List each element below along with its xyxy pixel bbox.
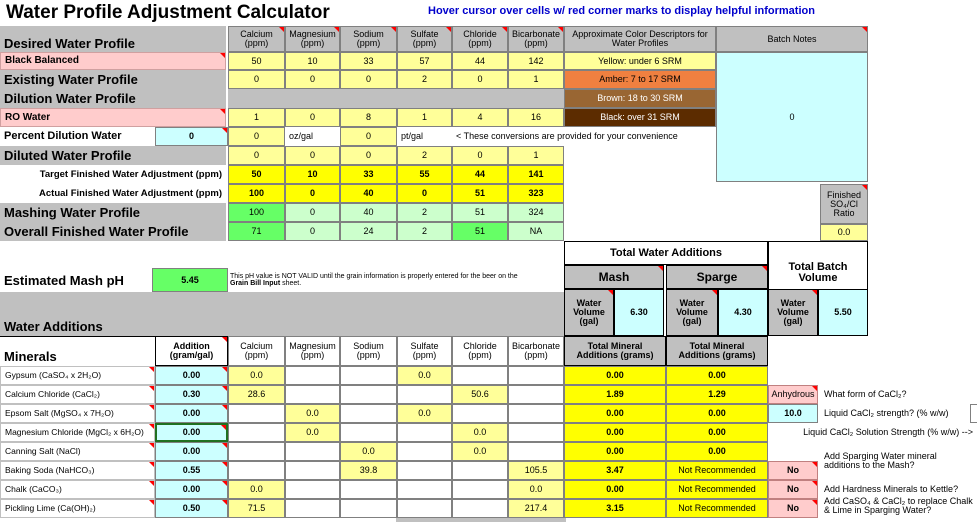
mineral-sparge-total-4: 0.00: [666, 442, 768, 461]
mash-total-mineral-header-line: Additions (grams): [576, 350, 654, 360]
existing-value-1[interactable]: 0: [285, 70, 340, 89]
addition-header-line: Addition: [173, 341, 210, 351]
target-adjust-2: 33: [340, 165, 397, 184]
so4-cl-ratio-label: [820, 184, 868, 224]
desired-value-3: 57: [397, 52, 452, 70]
ion-header-3: [397, 26, 452, 52]
bottom-strip: [396, 518, 566, 522]
mineral-0-ion-0: 0.0: [228, 366, 285, 385]
ozgal-value: 0: [228, 127, 285, 146]
replace-chalk-question-line: & Lime in Sparging Water?: [824, 505, 932, 515]
sparge-to-mash-select[interactable]: No: [768, 461, 818, 480]
existing-value-4[interactable]: 0: [452, 70, 508, 89]
mineral-ion-header-1-line: Magnesium: [289, 341, 336, 351]
replace-chalk-select[interactable]: No: [768, 499, 818, 518]
mineral-ion-header-3-line: Sulfate: [410, 341, 439, 351]
mineral-name-2: Epsom Salt (MgSO₄ x 7H₂O): [0, 404, 155, 423]
overall-value-0: 71: [228, 222, 285, 241]
addition-header-line: (gram/gal): [169, 350, 214, 360]
mineral-7-ion-2: [340, 499, 397, 518]
diluted-value-3: 2: [397, 146, 452, 165]
mineral-0-ion-3: 0.0: [397, 366, 452, 385]
ion-header-0: [228, 26, 285, 52]
existing-value-3[interactable]: 2: [397, 70, 452, 89]
actual-adjust-label: Actual Finished Water Adjustment (ppm): [39, 187, 222, 199]
ion-header-3-line: (ppm): [412, 38, 437, 48]
sparge-header: Sparge: [666, 265, 768, 289]
mineral-addition-0[interactable]: 0.00: [155, 366, 228, 385]
mineral-ion-header-1: [285, 336, 340, 366]
hover-note: Hover cursor over cells w/ red corner marks to display helpful information: [428, 4, 815, 17]
mineral-name-1: Calcium Chloride (CaCl₂): [0, 385, 155, 404]
mineral-ion-header-3-line: (ppm): [412, 350, 437, 360]
dilution-value-0: 1: [228, 108, 285, 127]
existing-value-5[interactable]: 1: [508, 70, 564, 89]
diluted-profile-label: Diluted Water Profile: [0, 146, 226, 165]
mineral-1-ion-3: [397, 385, 452, 404]
mineral-mash-total-5: 3.47: [564, 461, 666, 480]
ion-header-2: [340, 26, 397, 52]
mineral-name-4: Canning Salt (NaCl): [0, 442, 155, 461]
mineral-ion-header-1-line: (ppm): [300, 350, 325, 360]
water-additions-label: Water Additions: [0, 292, 564, 336]
mineral-6-ion-4: [452, 480, 508, 499]
dilution-value-2: 8: [340, 108, 397, 127]
mineral-0-ion-5: [508, 366, 564, 385]
mineral-0-ion-2: [340, 366, 397, 385]
ion-header-5-line: Bicarbonate: [511, 29, 561, 39]
grain-bill-link[interactable]: Grain Bill Input: [230, 280, 281, 287]
mineral-sparge-total-6: Not Recommended: [666, 480, 768, 499]
color-descriptor-1: Amber: 7 to 17 SRM: [564, 70, 716, 89]
total-batch-volume-label-line: Total Batch: [788, 261, 848, 273]
mash-total-mineral-header-line: Total Mineral: [587, 341, 643, 351]
batch-water-volume-label-line: (gal): [783, 316, 803, 326]
mash-water-volume-label-line: Water: [576, 298, 602, 308]
mineral-0-ion-4: [452, 366, 508, 385]
sparge-water-volume-label-line: Water: [679, 298, 705, 308]
mashing-value-5: 324: [508, 203, 564, 222]
mashing-profile-label: Mashing Water Profile: [0, 203, 226, 222]
mineral-6-ion-2: [340, 480, 397, 499]
mineral-addition-7[interactable]: 0.50: [155, 499, 228, 518]
mineral-ion-header-4-line: (ppm): [468, 350, 492, 360]
so4-cl-ratio-label-line: SO₄/Cl: [830, 198, 858, 209]
mineral-7-ion-1: [285, 499, 340, 518]
mineral-7-ion-0: 71.5: [228, 499, 285, 518]
ion-header-1: [285, 26, 340, 52]
dilution-profile-name[interactable]: RO Water: [0, 108, 226, 127]
cacl2-strength-edge: [970, 404, 977, 423]
color-descriptor-header-line: Water Profiles: [611, 38, 669, 48]
mineral-ion-header-0: [228, 336, 285, 366]
overall-value-1: 0: [285, 222, 340, 241]
mineral-sparge-total-2: 0.00: [666, 404, 768, 423]
target-adjust-4: 44: [452, 165, 508, 184]
cacl2-form-select[interactable]: Anhydrous: [768, 385, 818, 404]
actual-adjust-3: 0: [397, 184, 452, 203]
mineral-ion-header-4-line: Chloride: [463, 341, 497, 351]
ion-header-4-line: Chloride: [463, 29, 497, 39]
mineral-ion-header-4: [452, 336, 508, 366]
mash-ph-label: Estimated Mash pH: [4, 272, 124, 288]
mineral-3-ion-4: 0.0: [452, 423, 508, 442]
mineral-addition-6[interactable]: 0.00: [155, 480, 228, 499]
mashing-value-4: 51: [452, 203, 508, 222]
diluted-value-5: 1: [508, 146, 564, 165]
target-adjust-1: 10: [285, 165, 340, 184]
so4-cl-ratio-value: 0.0: [820, 224, 868, 241]
existing-value-0[interactable]: 0: [228, 70, 285, 89]
mineral-4-ion-2: 0.0: [340, 442, 397, 461]
color-descriptor-header-line: Approximate Color Descriptors for: [572, 29, 708, 39]
mash-water-volume-label-line: Volume: [573, 307, 605, 317]
mineral-addition-2[interactable]: 0.00: [155, 404, 228, 423]
mineral-mash-total-3: 0.00: [564, 423, 666, 442]
mineral-addition-4[interactable]: 0.00: [155, 442, 228, 461]
mineral-ion-header-5: [508, 336, 564, 366]
ion-header-3-line: Sulfate: [410, 29, 439, 39]
ion-header-2-line: (ppm): [356, 38, 381, 48]
mineral-6-ion-0: 0.0: [228, 480, 285, 499]
existing-value-2[interactable]: 0: [340, 70, 397, 89]
mineral-name-5: Baking Soda (NaHCO₃): [0, 461, 155, 480]
mineral-7-ion-4: [452, 499, 508, 518]
mineral-ion-header-0-line: (ppm): [244, 350, 269, 360]
sparge-water-volume-label-line: Volume: [676, 307, 708, 317]
mineral-sparge-total-0: 0.00: [666, 366, 768, 385]
mineral-2-ion-2: [340, 404, 397, 423]
batch-water-volume-label: [768, 289, 818, 336]
color-descriptor-0: Yellow: under 6 SRM: [564, 52, 716, 70]
addition-header: [155, 336, 228, 366]
mineral-7-ion-3: [397, 499, 452, 518]
mineral-1-ion-5: [508, 385, 564, 404]
ptgal-value: 0: [340, 127, 397, 146]
mash-water-volume-label: [564, 289, 614, 336]
ion-header-0-line: Calcium: [240, 29, 273, 39]
mash-water-volume[interactable]: 6.30: [614, 289, 664, 336]
mineral-2-ion-4: [452, 404, 508, 423]
mineral-mash-total-1: 1.89: [564, 385, 666, 404]
mineral-4-ion-5: [508, 442, 564, 461]
actual-adjust-5: 323: [508, 184, 564, 203]
mash-header: Mash: [564, 265, 664, 289]
sparge-water-volume[interactable]: 4.30: [718, 289, 768, 336]
mineral-addition-5[interactable]: 0.55: [155, 461, 228, 480]
diluted-value-1: 0: [285, 146, 340, 165]
mineral-5-ion-1: [285, 461, 340, 480]
mineral-ion-header-3: [397, 336, 452, 366]
dilution-profile-spacer: [228, 89, 564, 108]
cacl2-strength-label: Liquid CaCl₂ strength? (% w/w): [824, 408, 949, 418]
mineral-7-ion-5: 217.4: [508, 499, 564, 518]
mineral-4-ion-4: 0.0: [452, 442, 508, 461]
color-descriptor-2: Brown: 18 to 30 SRM: [564, 89, 716, 108]
mineral-ion-header-0-line: Calcium: [240, 341, 273, 351]
mineral-ion-header-2-line: Sodium: [353, 341, 384, 351]
mineral-3-ion-3: [397, 423, 452, 442]
mineral-1-ion-4: 50.6: [452, 385, 508, 404]
mineral-3-ion-5: [508, 423, 564, 442]
dilution-value-1: 0: [285, 108, 340, 127]
sparge-water-volume-label: [666, 289, 718, 336]
color-descriptor-3: Black: over 31 SRM: [564, 108, 716, 127]
sparge-total-mineral-header: [666, 336, 768, 366]
overall-value-2: 24: [340, 222, 397, 241]
mashing-value-0: 100: [228, 203, 285, 222]
mash-ph-note: [230, 268, 564, 292]
so4-cl-ratio-label-line: Finished: [826, 189, 862, 200]
ion-header-4: [452, 26, 508, 52]
dilution-value-4: 4: [452, 108, 508, 127]
so4-cl-ratio-label-line: Ratio: [833, 207, 855, 218]
ion-header-0-line: (ppm): [244, 38, 269, 48]
sparge-to-mash-question: [820, 452, 970, 480]
mineral-2-ion-0: [228, 404, 285, 423]
actual-adjust-0: 100: [228, 184, 285, 203]
mineral-sparge-total-7: Not Recommended: [666, 499, 768, 518]
sparge-to-mash-question-line: Add Sparging Water mineral: [824, 452, 937, 461]
diluted-value-4: 0: [452, 146, 508, 165]
overall-value-4: 51: [452, 222, 508, 241]
target-adjust-label: Target Finished Water Adjustment (ppm): [39, 168, 222, 180]
mineral-ion-header-2-line: (ppm): [356, 350, 381, 360]
mineral-6-ion-5: 0.0: [508, 480, 564, 499]
mash-total-mineral-header: [564, 336, 666, 366]
mineral-addition-1[interactable]: 0.30: [155, 385, 228, 404]
ion-header-4-line: (ppm): [468, 38, 492, 48]
mineral-5-ion-3: [397, 461, 452, 480]
mineral-name-6: Chalk (CaCO₃): [0, 480, 155, 499]
batch-notes-header: Batch Notes: [716, 26, 868, 52]
target-adjust-5: 141: [508, 165, 564, 184]
replace-chalk-question: [820, 497, 975, 522]
sparge-total-mineral-header-line: Additions (grams): [678, 350, 756, 360]
mineral-0-ion-1: [285, 366, 340, 385]
mineral-4-ion-0: [228, 442, 285, 461]
cacl2-strength-input[interactable]: 10.0: [768, 404, 818, 423]
mineral-ion-header-5-line: Bicarbonate: [511, 341, 561, 351]
sparge-to-mash-question-line: additions to the Mash?: [824, 460, 915, 470]
replace-chalk-question-line: Add CaSO₄ & CaCl₂ to replace Chalk: [824, 497, 973, 506]
mineral-name-0: Gypsum (CaSO₄ x 2H₂O): [0, 366, 155, 385]
conversion-note: < These conversions are provided for your convenience: [456, 131, 678, 141]
mineral-3-ion-0: [228, 423, 285, 442]
mineral-3-ion-1: 0.0: [285, 423, 340, 442]
mineral-addition-3[interactable]: 0.00: [155, 423, 228, 442]
cacl2-form-label: What form of CaCl₂?: [824, 389, 907, 399]
mineral-5-ion-5: 105.5: [508, 461, 564, 480]
mineral-6-ion-1: [285, 480, 340, 499]
overall-profile-label: Overall Finished Water Profile: [0, 222, 226, 241]
desired-value-5: 142: [508, 52, 564, 70]
diluted-value-0: 0: [228, 146, 285, 165]
mineral-mash-total-0: 0.00: [564, 366, 666, 385]
mineral-ion-header-2: [340, 336, 397, 366]
mineral-ion-header-5-line: (ppm): [524, 350, 548, 360]
batch-water-volume[interactable]: 5.50: [818, 289, 868, 336]
ion-header-5-line: (ppm): [524, 38, 548, 48]
mineral-2-ion-5: [508, 404, 564, 423]
mineral-5-ion-0: [228, 461, 285, 480]
total-water-additions-label: Total Water Additions: [564, 241, 768, 265]
mash-ph-note-suffix: sheet.: [280, 280, 302, 287]
diluted-value-2: 0: [340, 146, 397, 165]
mash-ph-value: 5.45: [152, 268, 228, 292]
target-adjust-3: 55: [397, 165, 452, 184]
desired-value-0: 50: [228, 52, 285, 70]
desired-profile-name[interactable]: Black Balanced: [0, 52, 226, 70]
mash-ph-note-line1: This pH value is NOT VALID until the grain information is properly entered for the beer on the: [230, 273, 518, 280]
mineral-3-ion-2: [340, 423, 397, 442]
overall-value-5: NA: [508, 222, 564, 241]
mashing-value-3: 2: [397, 203, 452, 222]
desired-profile-label: Desired Water Profile: [0, 26, 226, 52]
mineral-sparge-total-5: Not Recommended: [666, 461, 768, 480]
mineral-5-ion-2: 39.8: [340, 461, 397, 480]
mineral-mash-total-4: 0.00: [564, 442, 666, 461]
actual-adjust-1: 0: [285, 184, 340, 203]
mineral-sparge-total-3: 0.00: [666, 423, 768, 442]
mash-water-volume-label-line: (gal): [579, 316, 599, 326]
mineral-5-ion-4: [452, 461, 508, 480]
dilution-value-5: 16: [508, 108, 564, 127]
mineral-sparge-total-1: 1.29: [666, 385, 768, 404]
solution-strength-label: Liquid CaCl₂ Solution Strength (% w/w) -->: [803, 427, 973, 437]
batch-notes-area[interactable]: 0: [716, 52, 868, 182]
dilution-value-3: 1: [397, 108, 452, 127]
minerals-label: Minerals: [0, 336, 155, 366]
mineral-mash-total-2: 0.00: [564, 404, 666, 423]
mineral-6-ion-3: [397, 480, 452, 499]
mineral-2-ion-1: 0.0: [285, 404, 340, 423]
dilution-profile-label: Dilution Water Profile: [0, 89, 226, 108]
mineral-name-3: Magnesium Chloride (MgCl₂ x 6H₂O): [0, 423, 155, 442]
ptgal-unit: pt/gal: [401, 131, 424, 141]
target-adjust-0: 50: [228, 165, 285, 184]
actual-adjust-4: 51: [452, 184, 508, 203]
sparge-water-volume-label-line: (gal): [682, 316, 702, 326]
ion-header-5: [508, 26, 564, 52]
mashing-value-1: 0: [285, 203, 340, 222]
mineral-4-ion-1: [285, 442, 340, 461]
ion-header-2-line: Sodium: [353, 29, 384, 39]
percent-dilution-label: Percent Dilution Water: [4, 130, 122, 142]
overall-value-3: 2: [397, 222, 452, 241]
mineral-2-ion-3: 0.0: [397, 404, 452, 423]
hardness-to-kettle-question: Add Hardness Minerals to Kettle?: [824, 484, 959, 494]
batch-water-volume-label-line: Water: [780, 298, 806, 308]
mashing-value-2: 40: [340, 203, 397, 222]
desired-value-4: 44: [452, 52, 508, 70]
ion-header-1-line: Magnesium: [289, 29, 336, 39]
mineral-1-ion-1: [285, 385, 340, 404]
mineral-mash-total-6: 0.00: [564, 480, 666, 499]
percent-dilution-input[interactable]: 0: [155, 127, 228, 146]
mash-ph-note-line2: [230, 280, 301, 287]
total-batch-volume-label-line: Volume: [798, 272, 838, 284]
desired-value-1: 10: [285, 52, 340, 70]
color-descriptor-header: [564, 26, 716, 52]
mineral-4-ion-3: [397, 442, 452, 461]
batch-water-volume-label-line: Volume: [777, 307, 809, 317]
desired-value-2: 33: [340, 52, 397, 70]
hardness-to-kettle-select[interactable]: No: [768, 480, 818, 499]
page-title: Water Profile Adjustment Calculator: [6, 1, 330, 23]
actual-adjust-2: 40: [340, 184, 397, 203]
sparge-total-mineral-header-line: Total Mineral: [689, 341, 745, 351]
mineral-1-ion-2: [340, 385, 397, 404]
mineral-name-7: Pickling Lime (Ca(OH)₂): [0, 499, 155, 518]
mineral-1-ion-0: 28.6: [228, 385, 285, 404]
ozgal-unit: oz/gal: [289, 131, 314, 141]
ion-header-1-line: (ppm): [300, 38, 325, 48]
mineral-mash-total-7: 3.15: [564, 499, 666, 518]
existing-profile-label: Existing Water Profile: [0, 70, 226, 89]
